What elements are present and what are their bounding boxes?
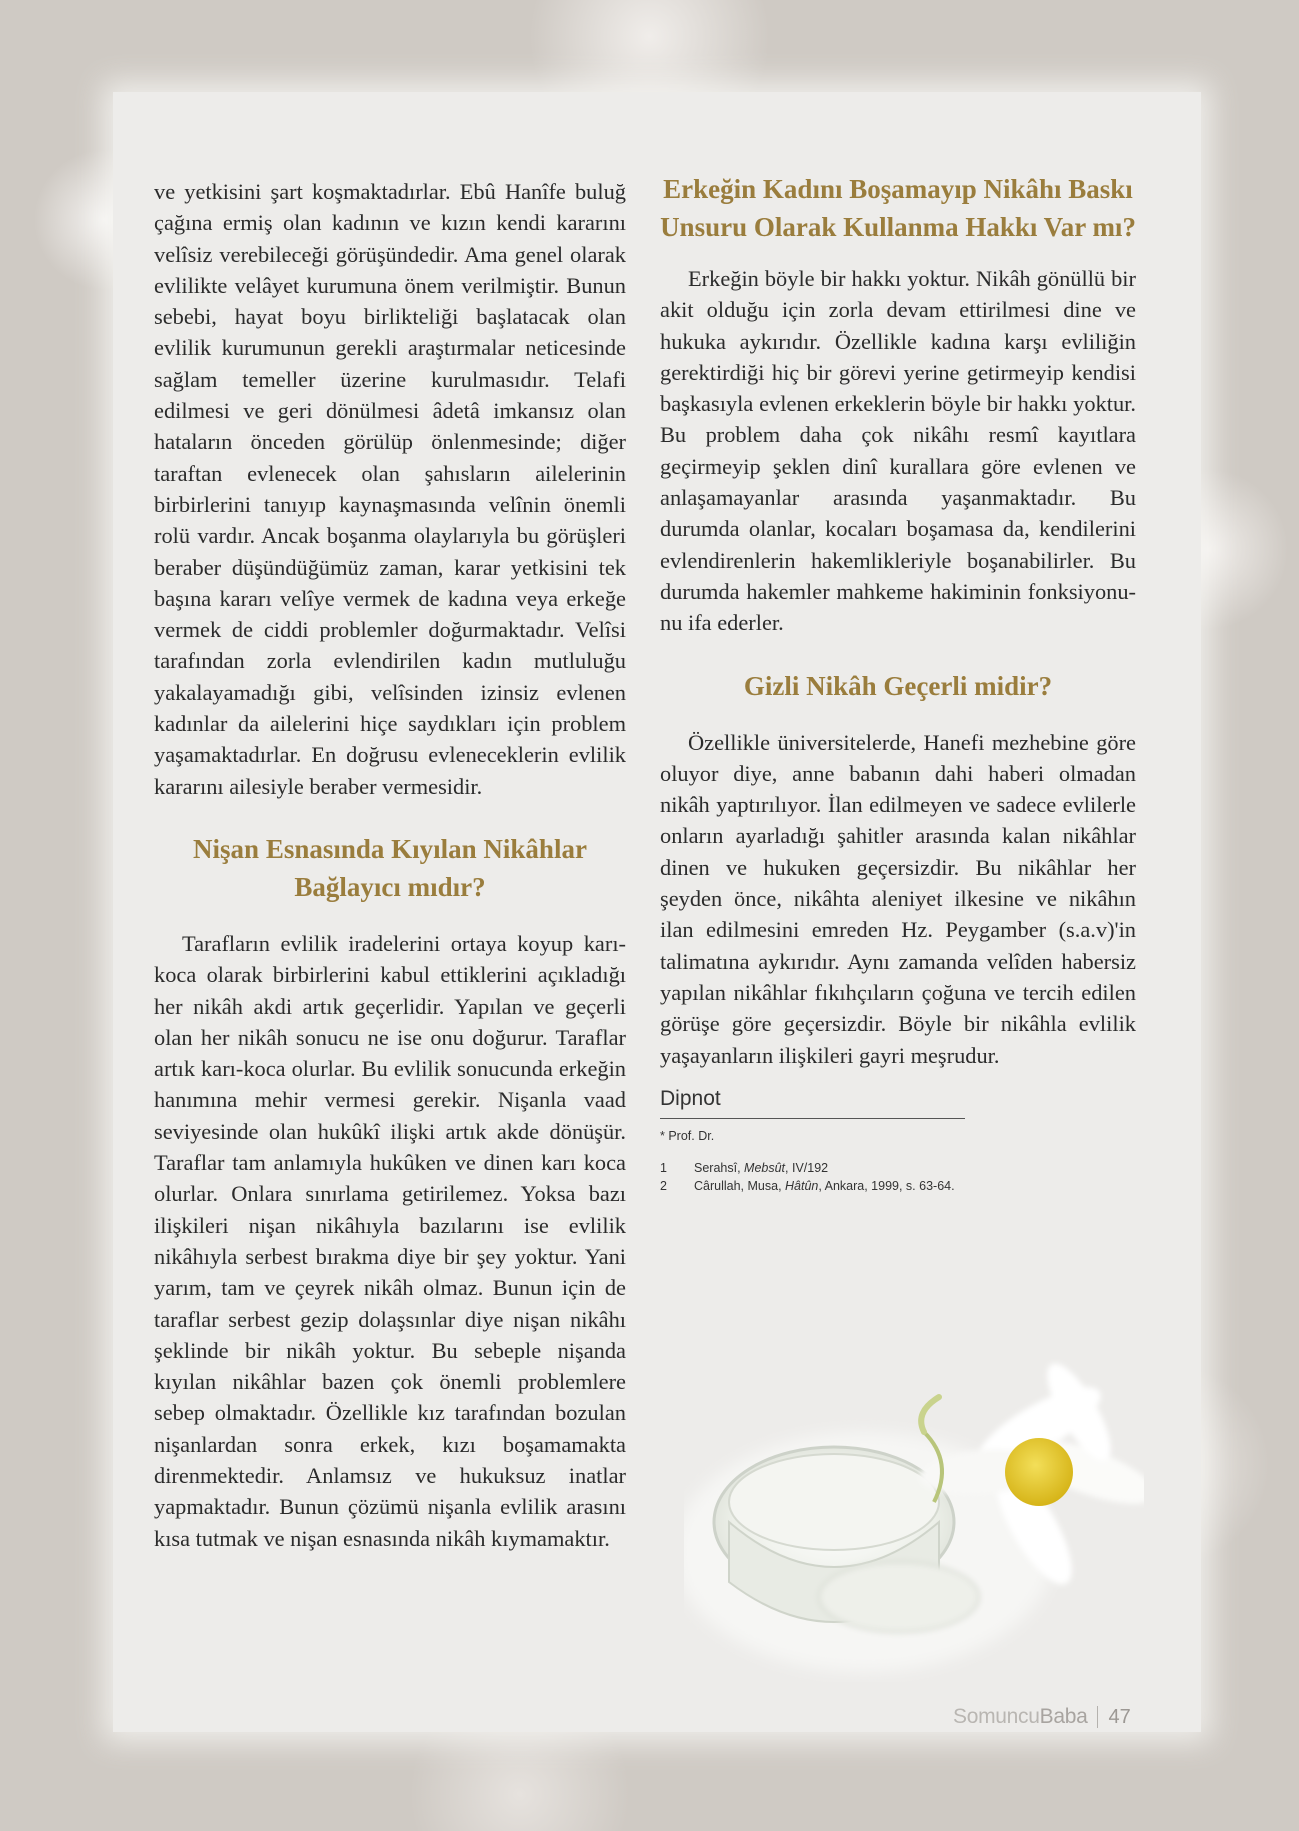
author-note: * Prof. Dr. — [660, 1128, 715, 1143]
flower-jar-photo — [684, 1352, 1144, 1682]
left-column — [154, 176, 626, 1554]
footnote-text: Cârullah, Musa, Hâtûn, Ankara, 1999, s. 63-64. — [694, 1178, 955, 1193]
section-heading: Nişan Esnasında Kıyılan Nikâhlar Bağlayıcı mıdır? — [193, 833, 587, 902]
footer-divider — [1097, 1706, 1098, 1728]
footnote-number: 1 — [660, 1160, 667, 1175]
brand-logo: SomuncuBaba — [953, 1705, 1088, 1728]
section-heading: Erkeğin Kadını Boşamayıp Nikâhı Baskı Unsuru Olarak Kullanma Hakkı Var mı? — [660, 174, 1136, 242]
page-number: 47 — [1108, 1705, 1131, 1728]
section-heading: Gizli Nikâh Geçerli midir? — [743, 670, 1053, 701]
footnote-list — [660, 1159, 1136, 1195]
body-paragraph: Tarafların evlilik iradelerini ortaya koyup karı-koca olarak birbirlerini kabul ettiklerini açıkladığı her nikâh akdi artık geçerlidir. Yapılan ve geçerli olan her nikâh sonucu ne ise onu doğurur. Taraflar artık karı-koca olurlar. Bu evlilik sonucunda erkeğin hanımına mehir vermesi gerekir. Nişanla vaad seviyesinde olan hukûkî ilişki artık akde dönüşür. Taraflar tam anlamıyla hukûken ve dinen karı koca olurlar. Onlara sınırlama getirilemez. Yoksa bazı ilişkileri nişan nikâhıyla bazılarını ise evlilik nikâhıyla serbest bırakma diye bir şey yoktur. Yani yarım, tam ve çeyrek nikâh olmaz. Bunun için de taraflar serbest gezip dolaşsınlar diye nişan nikâhı şeklinde bir nikâh yoktur. Bu sebeple nişanda kıyılan nikâhlar bazen çok önemli problemlere sebep olmaktadır. Özellikle kız tarafından bozulan nişanlardan sonra erkek, kızı boşamamakta direnmektedir. Anlamsız ve hukuksuz inatlar yapmaktadır. Bunun çözümü nişanla evlilik arasını kısa tutmak ve nişan esnasında nikâh kıymamaktır. — [154, 930, 626, 1551]
body-paragraph: ve yetkisini şart koşmaktadırlar. Ebû Hanîfe buluğ çağına ermiş olan kadının ve kızın kendi kararını velîsiz verebileceği görüşündedir. Ama genel olarak evlilikte velâyet kurumuna önem verilmiştir. Bunun sebebi, hayat boyu birlikteliği başlatacak olan evlilik kurumunun gerekli araştırmalar neticesinde sağlam temeller üzerine kurulmasıdır. Telafi edilmesi ve geri dönülmesi âdetâ imkansız olan hataların önceden görülüp önlenmesinde; diğer taraftan evlenecek olan şahısların ailelerinin birbirlerini tanıyıp kaynaşmasında velînin önemli rolü vardır. Ancak boşanma olaylarıyla bu görüşleri beraber düşündüğümüz zaman, karar yetkisini tek başına kararı velîye vermek de kadına veya erkeğe vermek de ciddi problemler doğurmaktadır. Velîsi tarafından zorla evlendirilen kadın mutluluğu yakalayamadığı gibi, velîsinden izinsiz evlenen kadınlar da ailelerini hiçe saydıkları için problem yaşamaktadırlar. En doğrusu evleneceklerin evlilik kararını ailesiyle beraber vermesidir. — [154, 179, 626, 799]
body-paragraph: Özellikle üniversitelerde, Hanefi mezhebine göre oluyor diye, anne babanın dahi haberi olmadan nikâh yaptırılıyor. İlan edilmeyen ve sadece evlilerle onların ayarladığı şahitler arasında kalan nikâhlar dinen ve hukuken geçersizdir. Bu nikâhlar her şeyden önce, nikâhta aleniyet ilkesine ve nikâhın ilan edilmesini emreden Hz. Peygamber (s.a.v)'in talimatına aykırıdır. Aynı zamanda velîden habersiz yapılan nikâhlar fıkıhçıların çoğuna ve tercih edilen görüşe göre geçersizdir. Böyle bir nikâhla evlilik yaşayanların ilişkileri gayri meşrudur. — [660, 729, 1136, 1068]
footnote-item — [660, 1177, 1136, 1195]
footnote-item — [660, 1159, 1136, 1177]
body-paragraph: Erkeğin böyle bir hakkı yoktur. Nikâh gönüllü bir akit olduğu için zorla devam ettirilmesi dine ve hukuka aykırıdır. Özellikle kadına karşı evliliğin gerektirdiği hiç bir görevi yerine getirmeyip kendisi başkasıyla evlenen erkeklerin böyle bir hakkı yoktur. Bu problem daha çok nikâhı resmî kayıtlara geçirmeyip şeklen dinî kurallara göre evlenen ve anlaşamayanlar arasında yaşanmaktadır. Bu durumda olanlar, kocaları boşamasa da, kendilerini evlendirenlerin hakemlikleriyle boşanabilirler. Bu durumda hakemler mahkeme hakiminin fonksiyonunu ifa ederler. — [660, 266, 1136, 636]
footnote-number: 2 — [660, 1178, 667, 1193]
right-column — [660, 170, 1136, 1195]
footnote-text: Serahsî, Mebsût, IV/192 — [694, 1160, 829, 1175]
page-footer — [953, 1705, 1131, 1729]
footnotes-title: Dipnot — [660, 1087, 965, 1119]
